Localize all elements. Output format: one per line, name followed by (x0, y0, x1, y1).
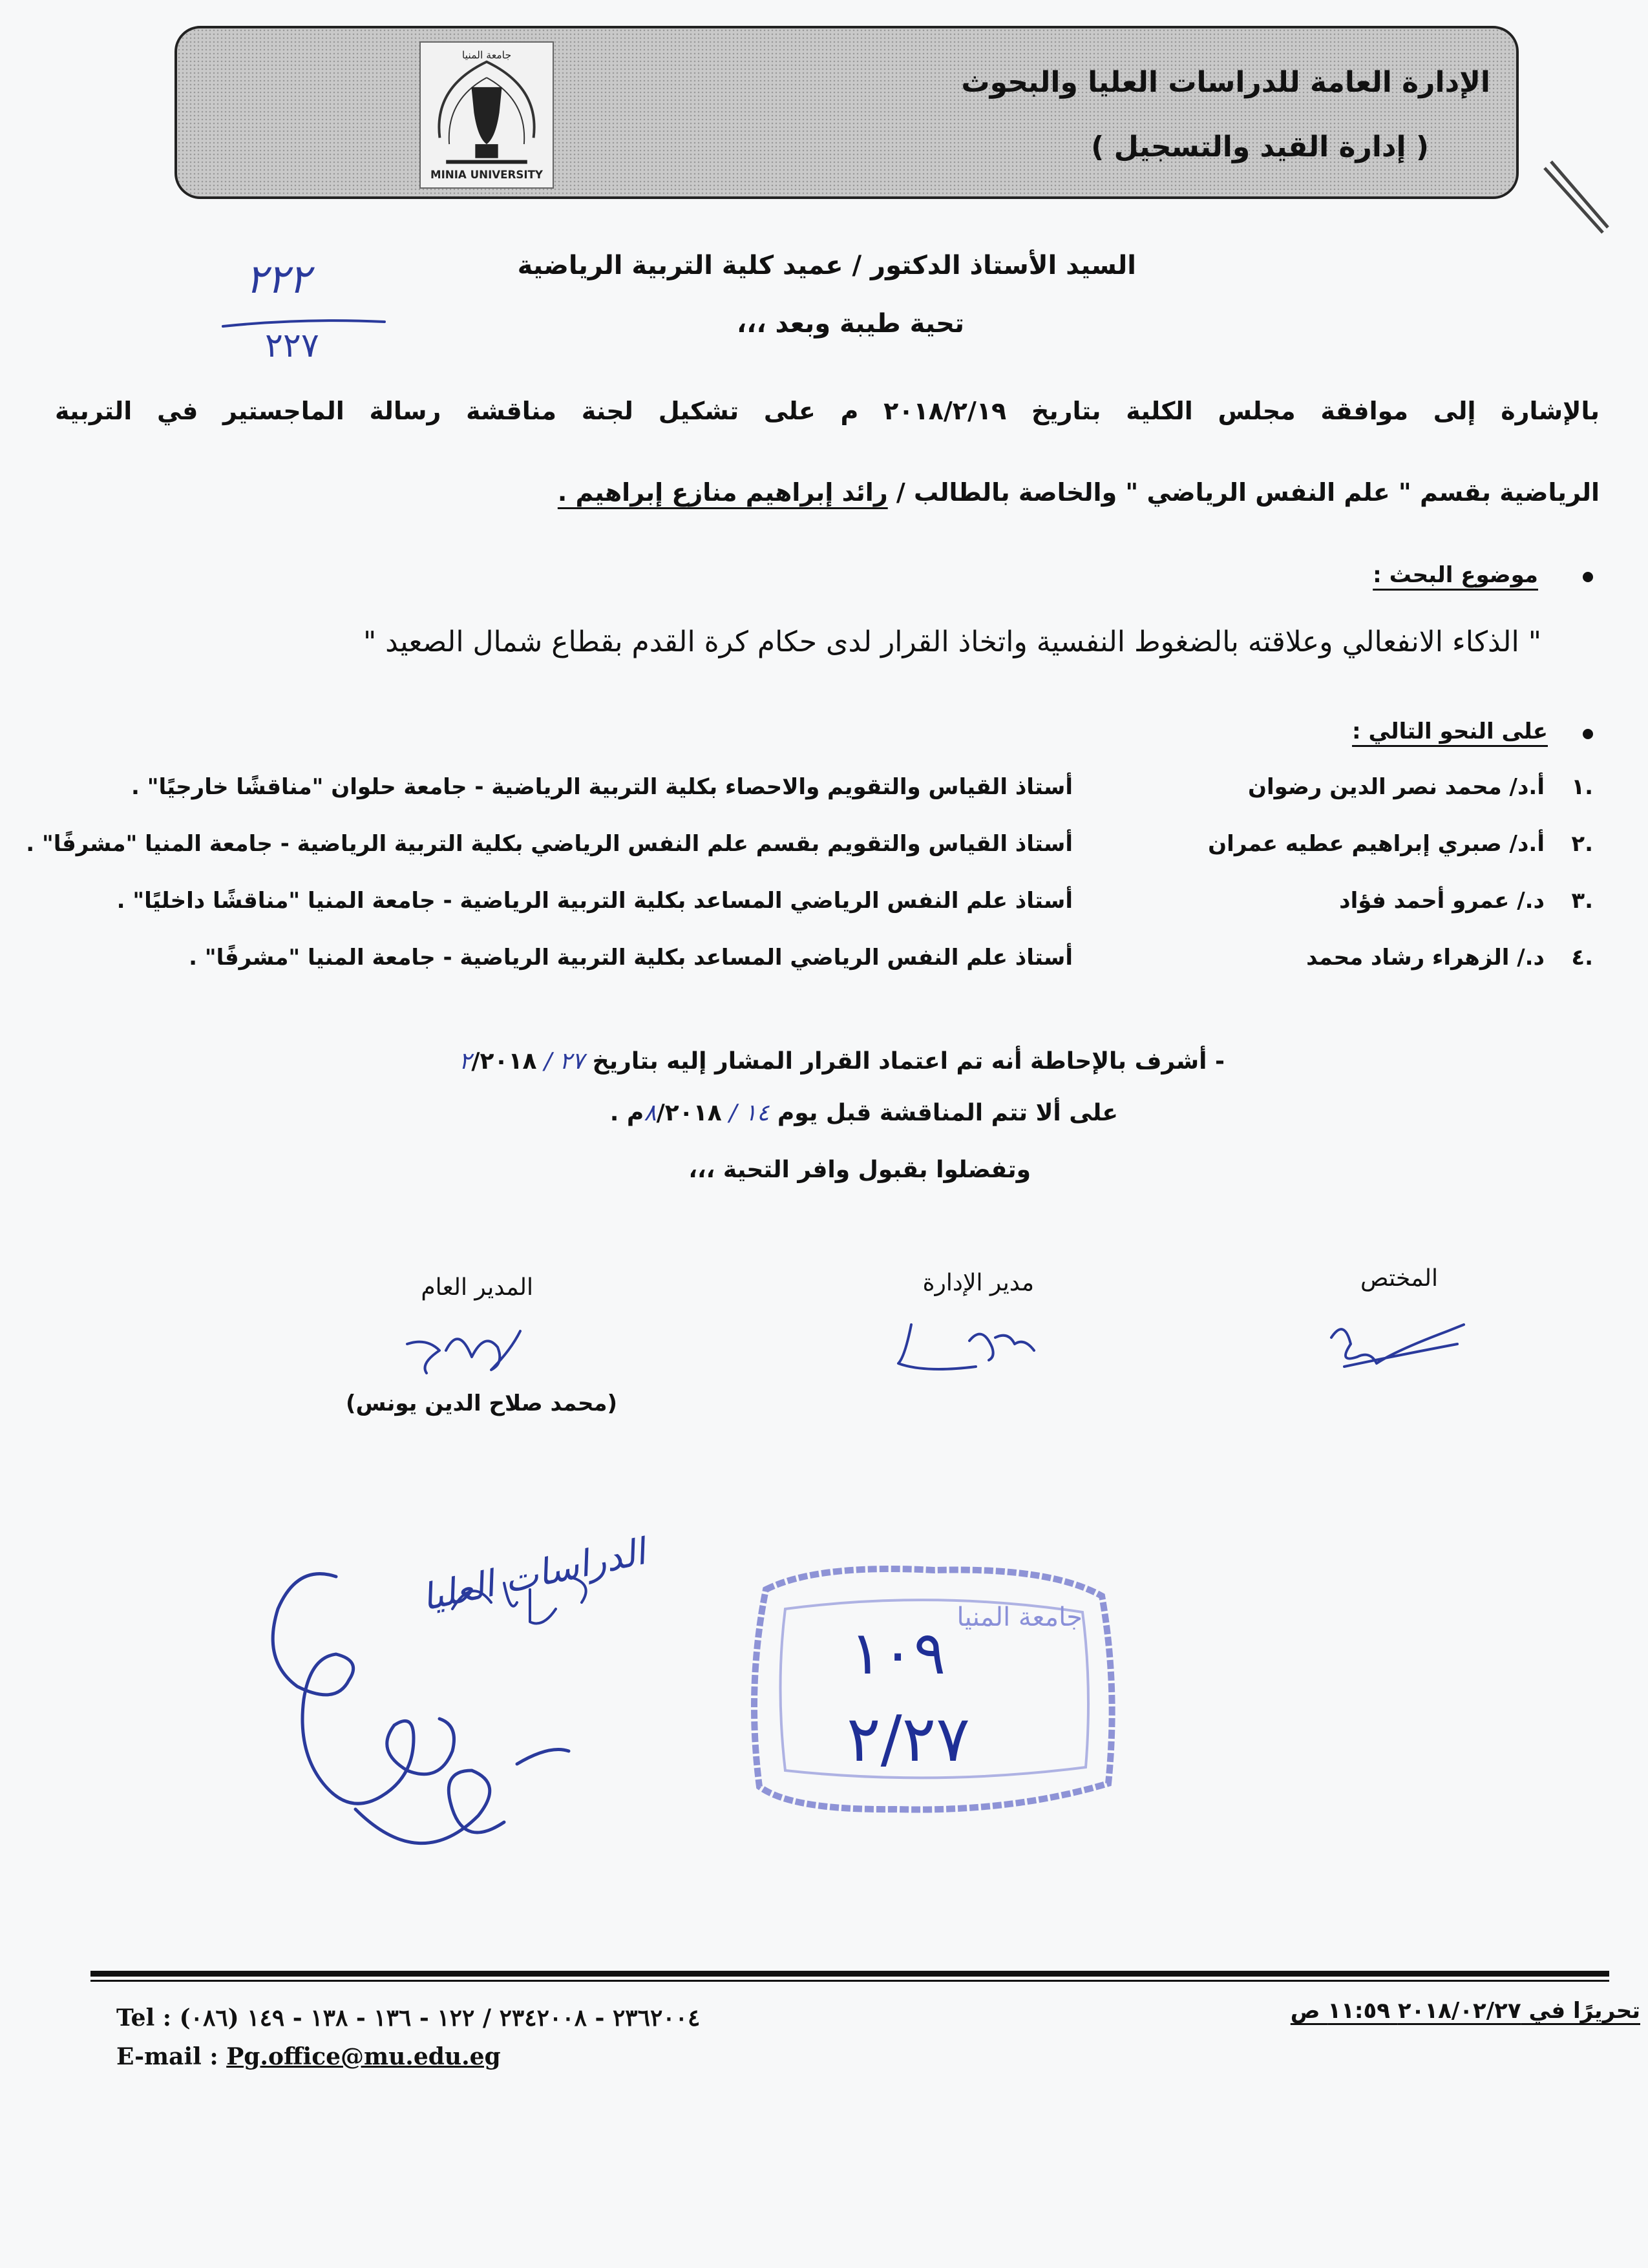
general-director-signature (401, 1312, 530, 1389)
footer-rule-thin (90, 1980, 1609, 1982)
committee-label: على النحو التالي : (1352, 719, 1548, 744)
footer-email-row (116, 2043, 501, 2070)
approval-year: /٢٠١٨ (471, 1048, 537, 1075)
handwritten-discussion-date: ١٤ / ٨ (644, 1100, 770, 1126)
svg-text:MINIA UNIVERSITY: MINIA UNIVERSITY (430, 169, 543, 182)
member-number: ٤. (1571, 945, 1593, 971)
university-logo (419, 41, 554, 189)
handwritten-approval-date: ٢٧ / ٢ (459, 1048, 585, 1075)
svg-text:جامعة المنيا: جامعة المنيا (461, 48, 512, 61)
specialist-title: المختص (1360, 1265, 1438, 1292)
approval-notice (459, 1048, 1225, 1075)
header-banner (174, 26, 1519, 199)
stamp-header: جامعة المنيا (956, 1602, 1083, 1632)
registration-stamp (740, 1557, 1121, 1816)
logo-emblem-icon (421, 43, 553, 187)
member-description: أستاذ علم النفس الرياضي المساعد بكلية التربية الرياضية - جامعة المنيا "مناقشًا داخليًا" . (116, 888, 1073, 914)
general-director-name: (محمد صلاح الدين يونس) (346, 1391, 618, 1416)
admin-director-signature (885, 1312, 1047, 1389)
handwritten-reference (220, 255, 388, 384)
header-line1: الإدارة العامة للدراسات العليا والبحوث (961, 66, 1490, 99)
list-item (0, 945, 1648, 983)
stamp-date: ٢/٢٧ (847, 1703, 970, 1776)
body-line2 (558, 478, 1600, 507)
handwritten-ref-bottom: ٢٢٧ (265, 326, 319, 365)
salutation: السيد الأستاذ الدكتور / عميد كلية التربية الرياضية (517, 251, 1136, 280)
member-description: أستاذ القياس والتقويم والاحصاء بكلية التربية الرياضية - جامعة حلوان "مناقشًا خارجيًا" . (131, 774, 1073, 800)
member-description: أستاذ القياس والتقويم بقسم علم النفس الرياضي بكلية التربية الرياضية - جامعة المنيا "مشرفًا" . (26, 831, 1073, 857)
general-director-title: المدير العام (421, 1274, 533, 1301)
header-line2: ( إدارة القيد والتسجيل ) (1091, 131, 1429, 163)
issued-timestamp: تحريرًا في ٢٠١٨/٠٢/٢٧ ١١:٥٩ ص (1290, 1998, 1640, 2024)
member-description: أستاذ علم النفس الرياضي المساعد بكلية التربية الرياضية - جامعة المنيا "مشرفًا" . (189, 945, 1073, 971)
member-number: ١. (1571, 774, 1593, 800)
list-item (0, 831, 1648, 870)
paperclip-mark-icon (1538, 155, 1616, 246)
email-link[interactable]: Pg.office@mu.edu.eg (226, 2043, 501, 2070)
discussion-notice-text: على ألا تتم المناقشة قبل يوم (777, 1100, 1118, 1126)
body-line1: بالإشارة إلى موافقة مجلس الكلية بتاريخ ٢٠١٨/٢/١٩ م على تشكيل لجنة مناقشة رسالة الماجستير في التربية (55, 397, 1600, 425)
member-name: أ.د/ محمد نصر الدين رضوان (1247, 774, 1545, 800)
approval-notice-text: - أشرف بالإحاطة أنه تم اعتماد القرار المشار إليه بتاريخ (592, 1048, 1225, 1075)
member-name: د./ الزهراء رشاد محمد (1306, 945, 1545, 971)
email-label: E-mail : (116, 2043, 227, 2070)
student-name: رائد إبراهيم منازع إبراهيم . (557, 478, 888, 507)
handwritten-ref-top: ٢٢٢ (246, 255, 310, 302)
body-line2-prefix: الرياضية بقسم " علم النفس الرياضي " والخاصة بالطالب / (887, 478, 1600, 507)
member-number: ٢. (1571, 831, 1593, 857)
topic-label: موضوع البحث : (1373, 562, 1538, 588)
footer-rule (90, 1971, 1609, 1977)
discussion-notice (610, 1100, 1118, 1126)
member-number: ٣. (1571, 888, 1593, 914)
list-item (0, 888, 1648, 927)
admin-director-title: مدير الإدارة (922, 1270, 1034, 1296)
member-name: د./ عمرو أحمد فؤاد (1339, 888, 1545, 914)
closing-line: وتفضلوا بقبول وافر التحية ،،، (688, 1157, 1031, 1183)
topic-title: " الذكاء الانفعالي وعلاقته بالضغوط النفسية واتخاذ القرار لدى حكام كرة القدم بقطاع شمال الصعيد " (363, 625, 1541, 658)
member-name: أ.د/ صبري إبراهيم عطيه عمران (1208, 831, 1545, 857)
committee-list (0, 774, 1648, 994)
greeting: تحية طيبة وبعد ،،، (737, 309, 964, 339)
specialist-signature (1318, 1305, 1474, 1376)
bullet-icon (1583, 729, 1593, 739)
list-item (0, 774, 1648, 813)
footer-telephone: Tel : (٠٨٦) ٢٣٦٢٠٠٤ - ٢٣٤٢٠٠٨ / ١٢٢ - ١٣٦ - ١٣٨ - ١٤٩ (116, 2004, 701, 2032)
discussion-year: /٢٠١٨م . (609, 1100, 722, 1126)
bullet-icon (1583, 572, 1593, 582)
stamp-number: ١٠٩ (850, 1619, 946, 1688)
handwritten-note: الدراسات العليا (418, 1531, 650, 1619)
